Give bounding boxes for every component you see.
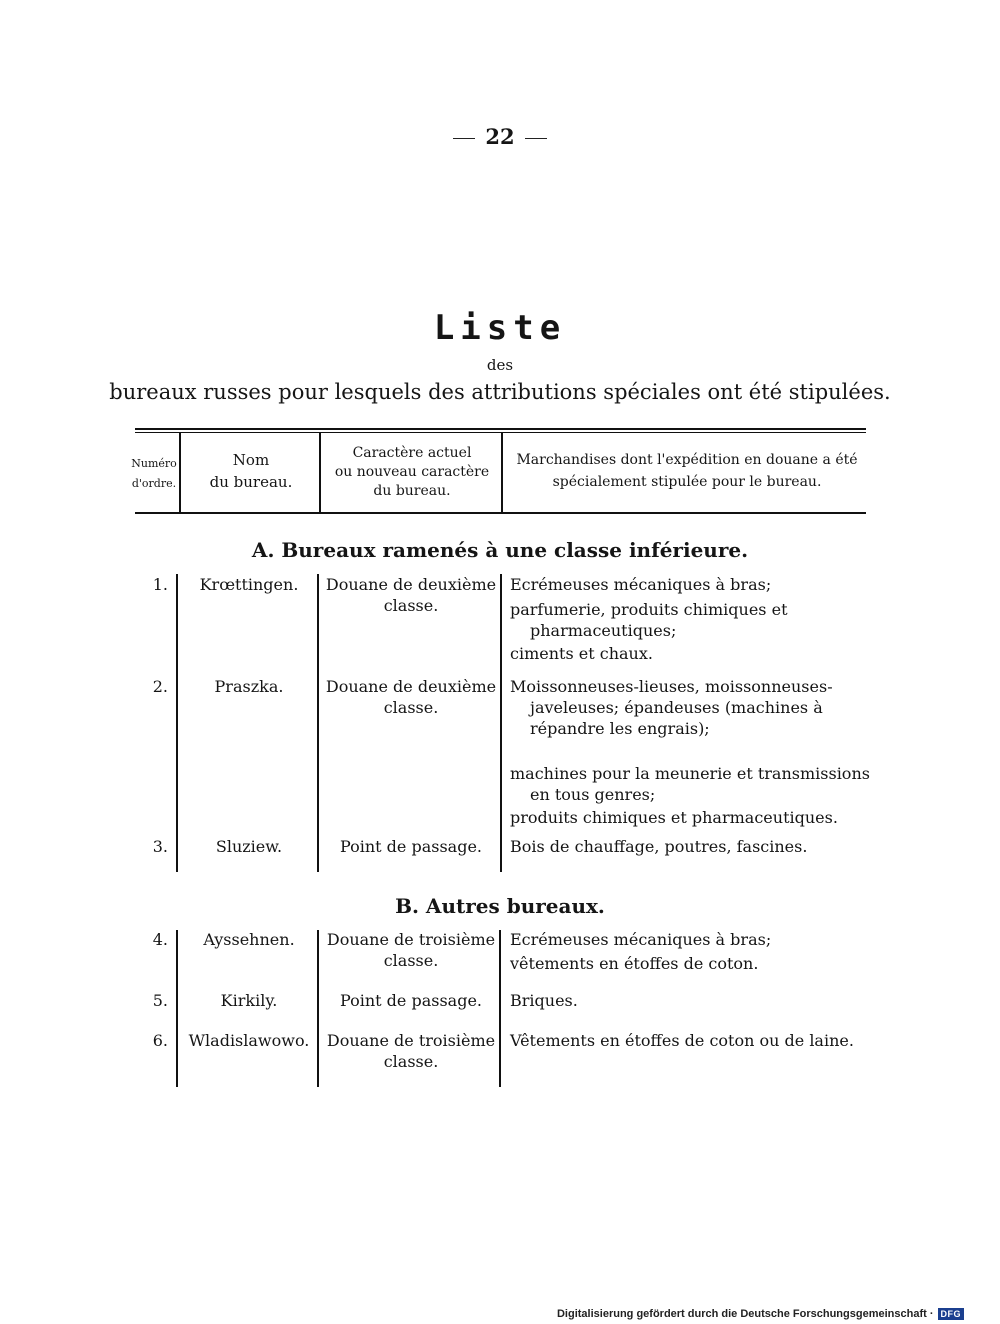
row-1-merchandise (510, 574, 870, 671)
section-a-divider-2 (317, 574, 319, 872)
row-6-merchandise (510, 1030, 870, 1058)
row-1-item-2: parfumerie, produits chimiques et pharmaceutiques; (510, 600, 788, 640)
subtitle-des: des (486, 356, 514, 374)
row-2-num: 2. (152, 677, 168, 696)
section-a-divider-1 (176, 574, 178, 872)
row-6-item-1: Vêtements en étoffes de coton ou de laine. (510, 1031, 854, 1050)
row-3-merchandise (510, 836, 870, 864)
row-1-num: 1. (152, 575, 168, 594)
table-top-rule (135, 428, 866, 430)
row-1-name: Krœttingen. (199, 575, 299, 594)
row-2-character-line1: Douane de deuxième (325, 677, 497, 696)
row-3-character-line1: Point de passage. (339, 837, 483, 856)
document-title: Liste (433, 308, 567, 348)
row-6-character-line1: Douane de troisième (326, 1031, 496, 1050)
row-3-character (320, 836, 502, 857)
row-1-item-1: Ecrémeuses mécaniques à bras; (510, 575, 772, 594)
section-a-title: A. Bureaux ramenés à une classe inférieure. (251, 538, 749, 562)
header-marchandises-line2: spécialement stipulée pour le bureau. (552, 474, 822, 490)
header-numero-line2: d'ordre. (131, 477, 177, 490)
section-b-divider-1 (176, 930, 178, 1087)
row-4-character-line1: Douane de troisième (326, 930, 496, 949)
dfg-logo-icon: DFG (938, 1308, 965, 1320)
header-caractere-line1: Caractère actuel (352, 445, 472, 461)
row-5-merchandise (510, 990, 870, 1018)
row-5-num: 5. (152, 991, 168, 1010)
header-caractere (322, 444, 502, 501)
header-nom-line1: Nom (232, 451, 270, 469)
row-5-name: Kirkily. (220, 991, 278, 1010)
row-6-character (320, 1030, 502, 1072)
row-3-num: 3. (152, 837, 168, 856)
row-6-name: Wladislawowo. (188, 1031, 310, 1050)
row-5-character-line1: Point de passage. (339, 991, 483, 1010)
header-numero-line1: Numéro (131, 457, 177, 470)
row-4-item-1: Ecrémeuses mécaniques à bras; (510, 930, 772, 949)
row-2-character-line2: classe. (383, 698, 439, 717)
header-marchandises-line1: Marchandises dont l'expédition en douane a été (516, 452, 858, 468)
row-2-item-2: machines pour la meunerie et transmissions en tous genres; (510, 764, 870, 804)
row-5-item-1: Briques. (510, 991, 578, 1010)
row-2-merchandise (510, 676, 870, 835)
header-caractere-line2: ou nouveau caractère (334, 464, 490, 480)
row-3-name: Sluziew. (215, 837, 283, 856)
left-dash (453, 138, 475, 139)
right-dash (525, 138, 547, 139)
header-numero (128, 454, 180, 494)
row-4-num: 4. (152, 930, 168, 949)
header-nom-line2: du bureau. (209, 473, 293, 491)
row-1-item-3: ciments et chaux. (510, 644, 653, 663)
footer-credit (557, 1308, 964, 1320)
row-2-character (320, 676, 502, 718)
header-marchandises (503, 449, 871, 493)
header-nom (182, 449, 320, 493)
row-2-item-3: produits chimiques et pharmaceutiques. (510, 808, 838, 827)
row-5-character (320, 990, 502, 1011)
header-caractere-line3: du bureau. (373, 483, 451, 499)
row-6-character-line2: classe. (383, 1052, 439, 1071)
section-a-divider-3 (500, 574, 502, 872)
footer-text: Digitalisierung gefördert durch die Deutsche Forschungsgemeinschaft · (556, 1308, 934, 1320)
row-1-character-line2: classe. (383, 596, 439, 615)
row-2-item-1: Moissonneuses-lieuses, moissonneuses-javeleuses; épandeuses (machines à répandre les engrais); (510, 677, 833, 738)
row-4-character (320, 929, 502, 971)
row-6-num: 6. (152, 1031, 168, 1050)
page-number-text: 22 (485, 124, 515, 149)
page-number (0, 124, 1000, 149)
row-4-item-2: vêtements en étoffes de coton. (510, 954, 759, 973)
row-4-name: Ayssehnen. (203, 930, 295, 949)
row-2-name: Praszka. (214, 677, 284, 696)
row-4-merchandise (510, 929, 870, 981)
row-4-character-line2: classe. (383, 951, 439, 970)
row-3-item-1: Bois de chauffage, poutres, fascines. (510, 837, 808, 856)
section-b-title: B. Autres bureaux. (395, 894, 605, 918)
row-1-character-line1: Douane de deuxième (325, 575, 497, 594)
subtitle: bureaux russes pour lesquels des attributions spéciales ont été stipulées. (109, 380, 891, 404)
row-1-character (320, 574, 502, 616)
